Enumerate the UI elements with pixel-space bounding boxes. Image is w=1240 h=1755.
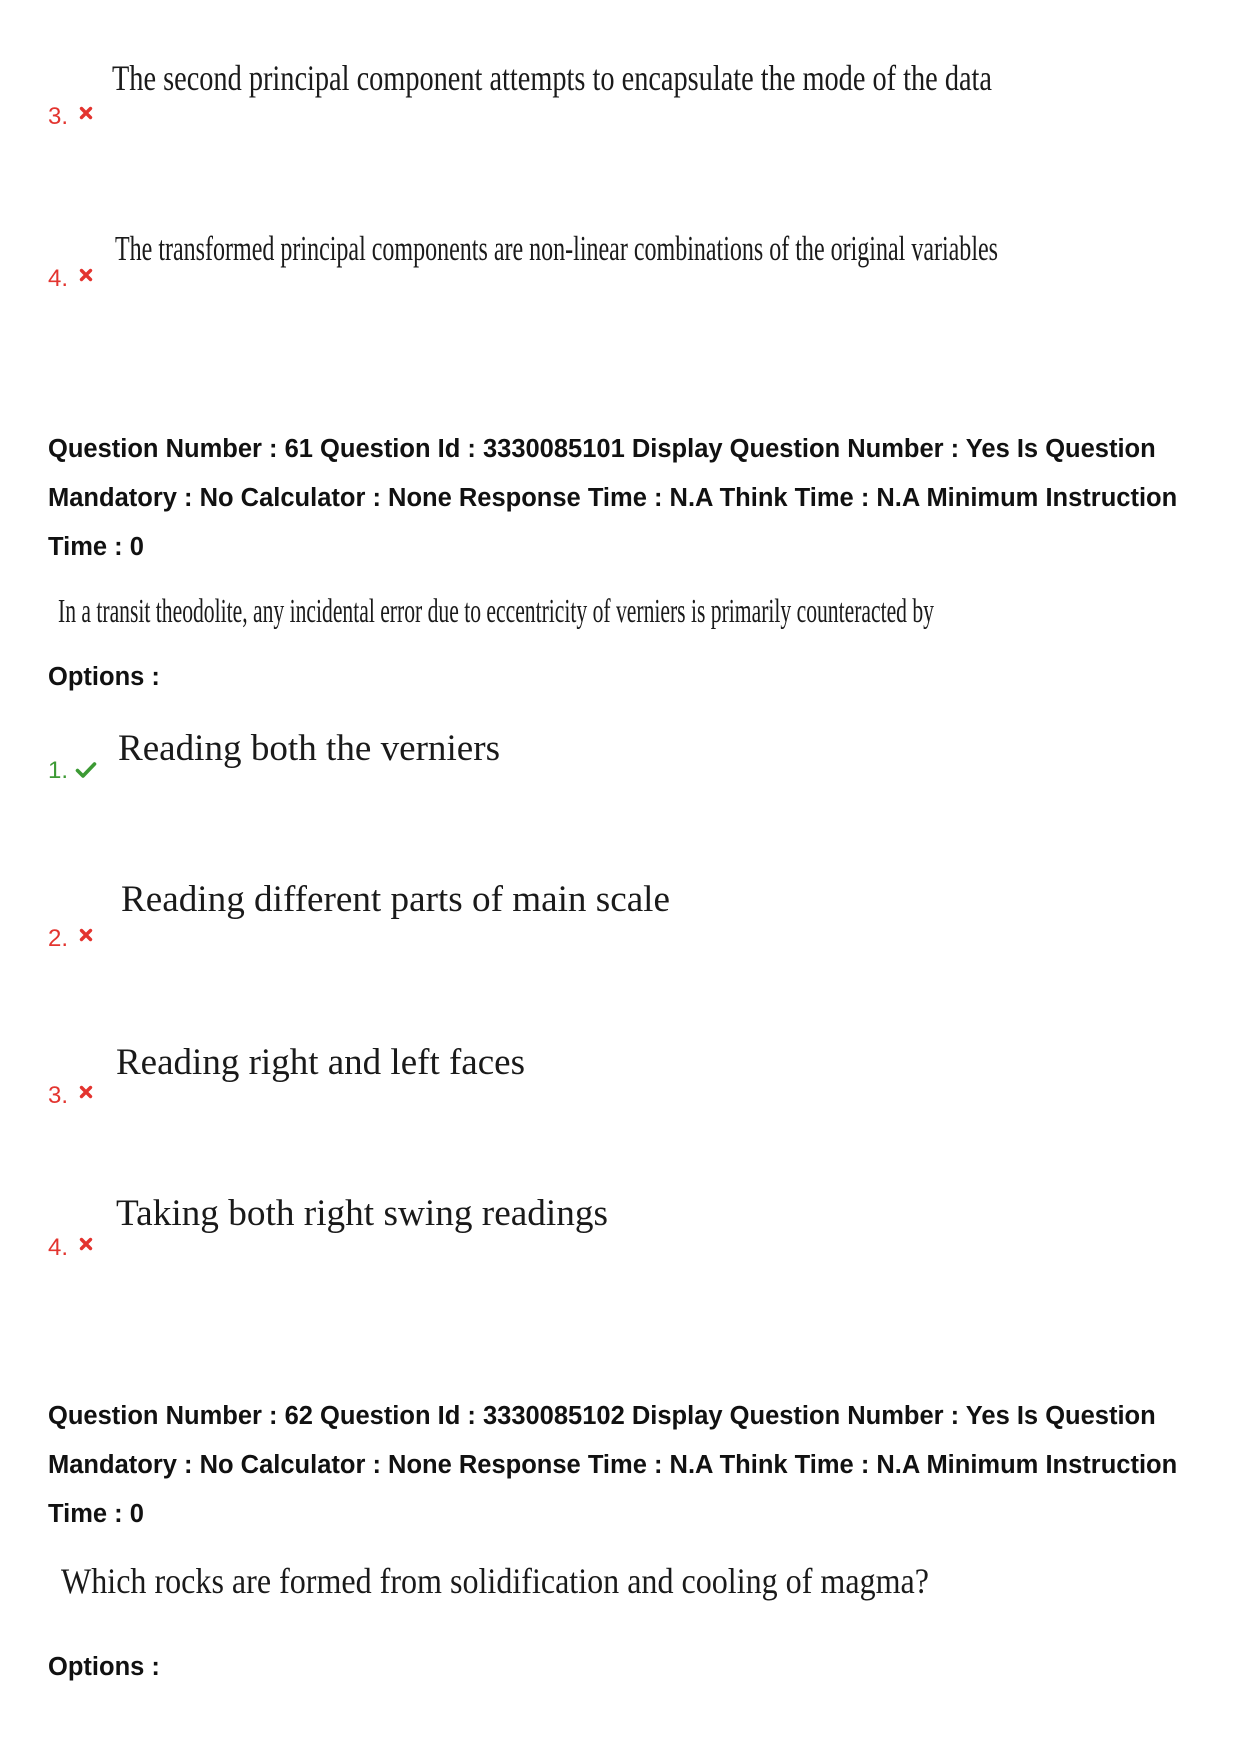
question-61-text [58,582,958,638]
option-number: 4. [48,1234,69,1261]
option-number: 2. [48,925,69,952]
option-number: 4. [48,265,69,292]
previous-option-4-text [115,220,1015,276]
question-text: In a transit theodolite, any incidental error due to eccentricity of verniers is primarily counteracted by [58,593,934,630]
question-61-option-2-text [121,869,701,929]
question-meta-line: Question Number : 62 Question Id : 3330085102 Display Question Number : Yes Is Question [48,1402,1156,1430]
question-61-option-2-marker [48,924,93,954]
option-text: The second principal component attempts to encapsulate the mode of the data [112,58,993,98]
option-text: Reading different parts of main scale [121,879,670,920]
option-text: Reading both the verniers [118,728,500,769]
question-61-option-1-text [118,718,538,778]
question-62-meta [48,1392,1177,1539]
question-61-option-4-text [116,1183,636,1243]
options-label: Options : [48,1653,160,1681]
question-61-meta [48,425,1177,572]
check-icon [75,761,97,779]
question-61-option-3-text [116,1032,556,1092]
previous-option-3-marker [48,102,93,132]
question-meta-line: Mandatory : No Calculator : None Response Time : N.A Think Time : N.A Minimum Instruction [48,1451,1178,1479]
options-label: Options : [48,663,160,691]
question-meta-line: Time : 0 [48,533,144,561]
question-61-option-1-marker [48,756,97,786]
cross-icon [79,1237,93,1251]
option-number: 3. [48,1082,69,1109]
question-61-option-4-marker [48,1233,93,1263]
cross-icon [79,928,93,942]
question-61-option-3-marker [48,1081,93,1111]
option-text: Reading right and left faces [116,1042,525,1083]
option-number: 3. [48,103,69,130]
question-meta-line: Question Number : 61 Question Id : 3330085101 Display Question Number : Yes Is Question [48,435,1156,463]
cross-icon [79,1085,93,1099]
question-meta-line: Time : 0 [48,1500,144,1528]
question-text: Which rocks are formed from solidification and cooling of magma? [61,1561,929,1601]
cross-icon [79,268,93,282]
question-62-text [61,1551,951,1611]
cross-icon [79,106,93,120]
previous-option-3-text [112,50,1012,106]
option-text: Taking both right swing readings [116,1193,608,1234]
option-text: The transformed principal components are non-linear combinations of the original variables [115,229,998,268]
previous-option-4-marker [48,264,93,294]
option-number: 1. [48,757,69,784]
question-meta-line: Mandatory : No Calculator : None Response Time : N.A Think Time : N.A Minimum Instruction [48,484,1178,512]
